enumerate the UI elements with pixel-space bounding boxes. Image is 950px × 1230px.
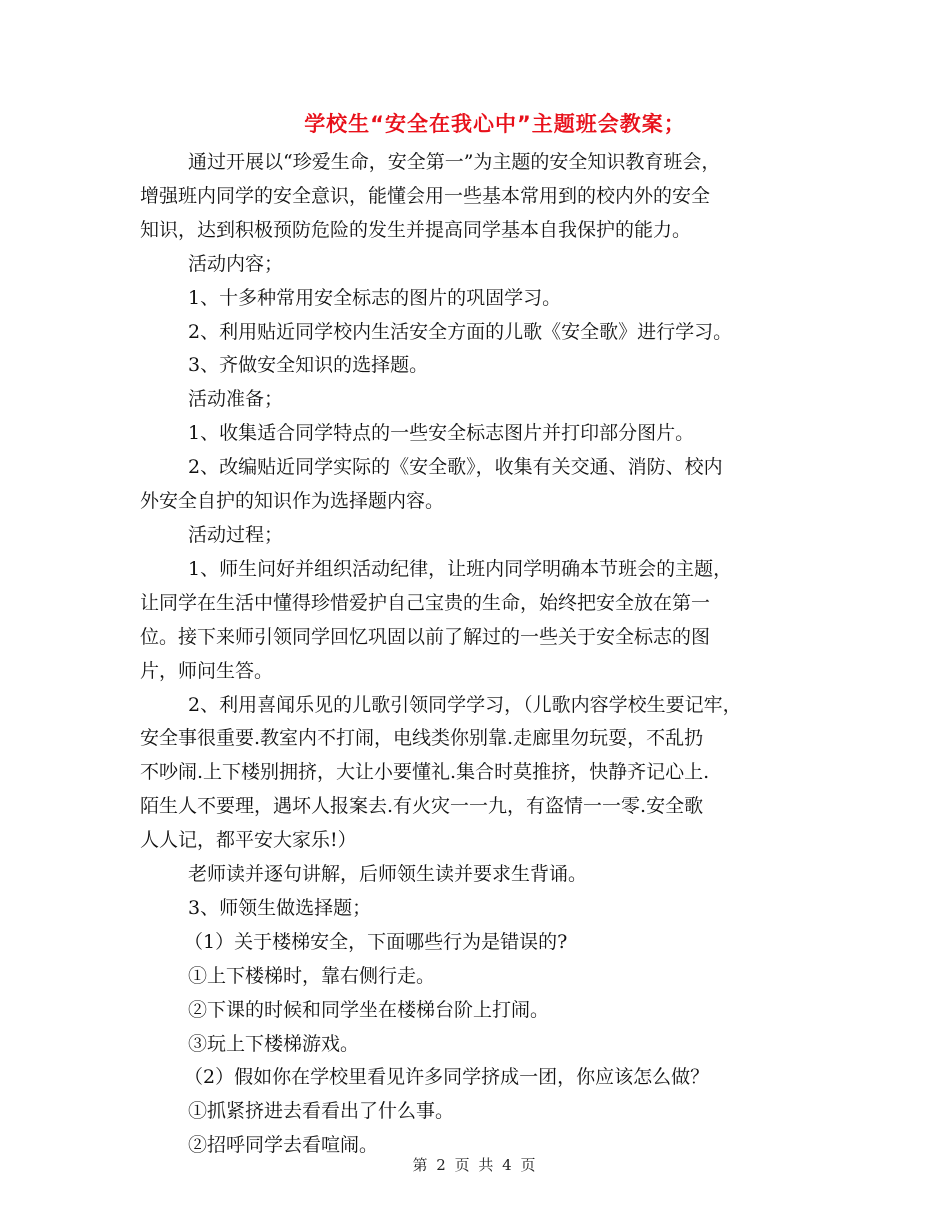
paragraph-line: 增强班内同学的安全意识，能懂会用一些基本常用到的校内外的安全 <box>140 184 711 207</box>
paragraph-line: 知识，达到积极预防危险的发生并提高同学基本自我保护的能力。 <box>140 218 692 241</box>
document-title: 学校生“安全在我心中”主题班会教案； <box>304 112 686 136</box>
option-item: ②招呼同学去看喧闹。 <box>188 1134 379 1157</box>
list-item: 3、齐做安全知识的选择题。 <box>188 354 429 377</box>
paragraph-line: 通过开展以“珍爱生命，安全第一”为主题的安全知识教育班会， <box>188 151 721 173</box>
option-item: ①抓紧挤进去看看出了什么事。 <box>188 1100 455 1123</box>
document-body <box>140 146 820 1163</box>
list-item: 1、师生问好并组织活动纪律，让班内同学明确本节班会的主题， <box>188 557 733 580</box>
paragraph-line: 安全事很重要.教室内不打闹，电线类你别靠.走廊里勿玩耍，不乱扔 <box>140 727 704 750</box>
list-item: 2、利用贴近同学校内生活安全方面的儿歌《安全歌》进行学习。 <box>188 320 733 343</box>
paragraph-line: 让同学在生活中懂得珍惜爱护自己宝贵的生命，始终把安全放在第一 <box>140 591 711 614</box>
list-item: 2、利用喜闻乐见的儿歌引领同学学习，（儿歌内容学校生要记牢， <box>188 693 742 716</box>
question-item: （1）关于楼梯安全，下面哪些行为是错误的? <box>184 930 568 953</box>
option-item: ③玩上下楼梯游戏。 <box>188 1032 360 1055</box>
question-item: （2）假如你在学校里看见许多同学挤成一团，你应该怎么做？ <box>184 1066 710 1089</box>
paragraph-line: 外安全自护的知识作为选择题内容。 <box>140 490 445 513</box>
list-item: 1、收集适合同学特点的一些安全标志图片并打印部分图片。 <box>188 422 695 445</box>
paragraph-line: 片，师问生答。 <box>140 659 274 682</box>
page-number-footer: 第 2 页 共 4 页 <box>412 1156 538 1174</box>
paragraph-line: 人人记，都平安大家乐!） <box>140 829 357 852</box>
list-item: 2、改编贴近同学实际的《安全歌》，收集有关交通、消防、校内 <box>188 456 723 479</box>
section-heading: 活动内容； <box>188 252 284 275</box>
option-item: ①上下楼梯时，靠右侧行走。 <box>188 964 436 987</box>
paragraph-line: 位。接下来师引领同学回忆巩固以前了解过的一些关于安全标志的图 <box>140 625 711 648</box>
list-item: 1、十多种常用安全标志的图片的巩固学习。 <box>188 286 562 309</box>
paragraph-line: 老师读并逐句讲解，后师领生读并要求生背诵。 <box>188 863 588 886</box>
list-item: 3、师领生做选择题； <box>188 896 372 919</box>
section-heading: 活动准备； <box>188 388 284 411</box>
section-heading: 活动过程； <box>188 523 284 546</box>
option-item: ②下课的时候和同学坐在楼梯台阶上打闹。 <box>188 998 550 1021</box>
paragraph-line: 陌生人不要理，遇坏人报案去.有火灾一一九，有盗情一一零.安全歌 <box>140 795 704 818</box>
paragraph-line: 不吵闹.上下楼别拥挤，大让小要懂礼.集合时莫推挤，快静齐记心上. <box>140 761 710 784</box>
